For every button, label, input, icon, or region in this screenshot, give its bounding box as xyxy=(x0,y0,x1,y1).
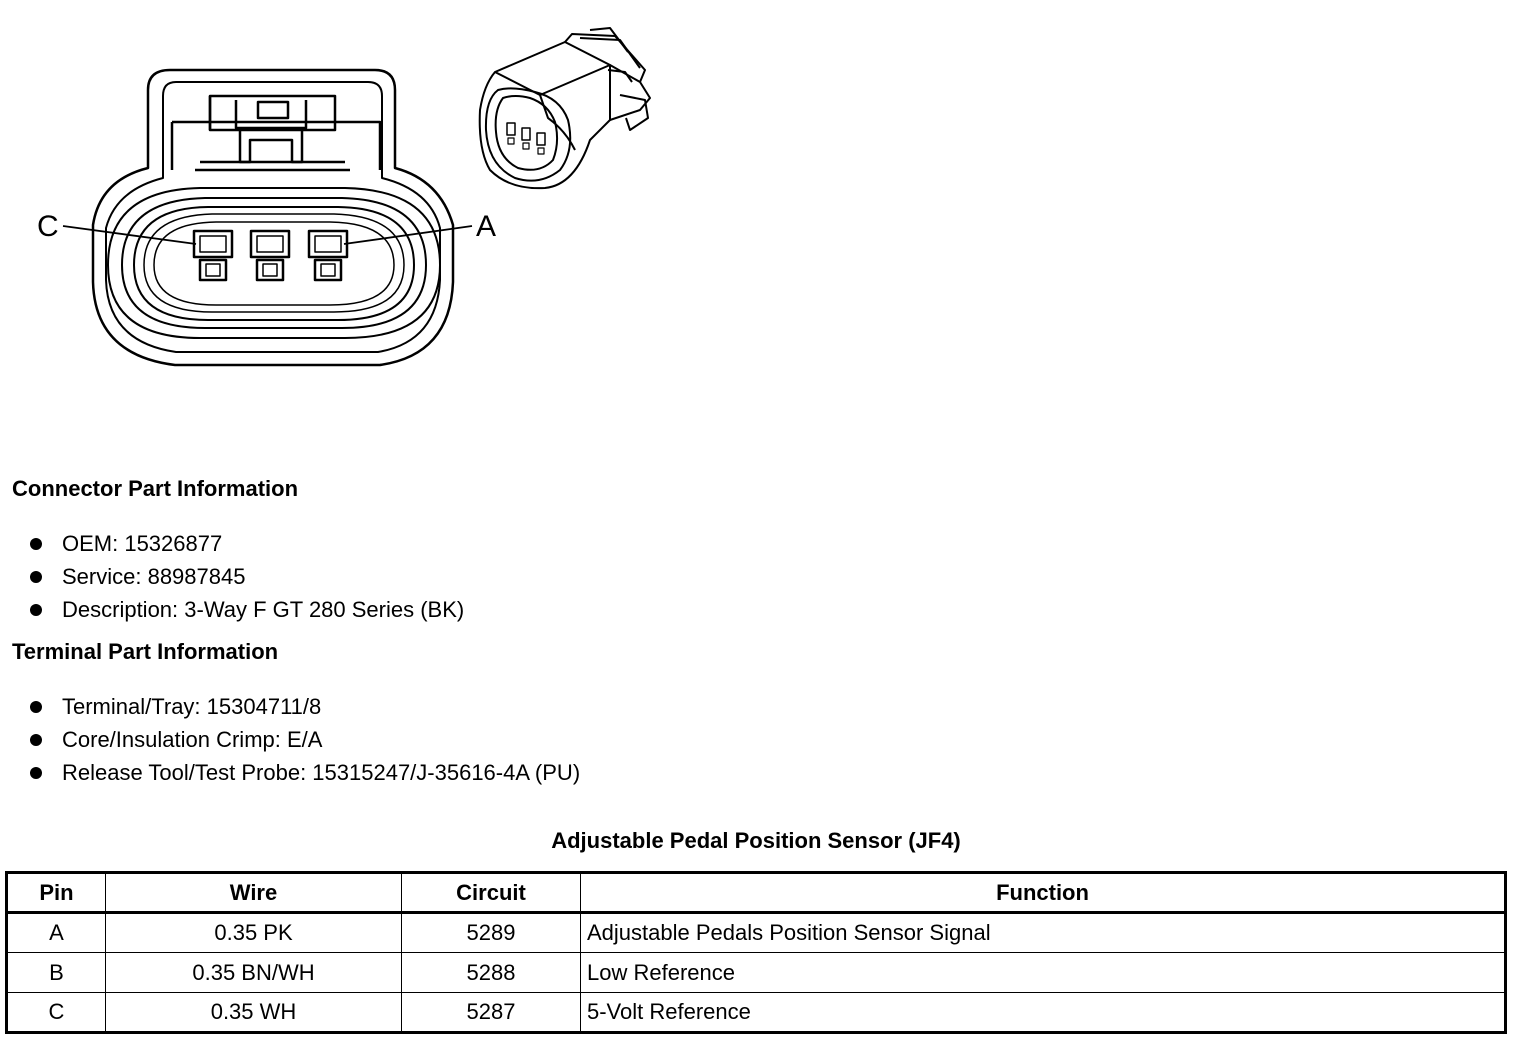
pin-label-a: A xyxy=(476,210,497,243)
list-item: Terminal/Tray: 15304711/8 xyxy=(28,690,580,723)
list-item: Release Tool/Test Probe: 15315247/J-35616-4A (PU) xyxy=(28,756,580,789)
cavity-c xyxy=(194,231,232,280)
table-row xyxy=(7,953,1506,993)
cell-pin: A xyxy=(7,913,106,953)
cell-function: 5-Volt Reference xyxy=(581,993,1506,1033)
table-header-row xyxy=(7,873,1506,913)
cell-pin: B xyxy=(7,953,106,993)
cavity-b xyxy=(251,231,289,280)
list-item: Description: 3-Way F GT 280 Series (BK) xyxy=(28,593,464,626)
header-circuit: Circuit xyxy=(402,873,581,913)
cell-wire: 0.35 BN/WH xyxy=(106,953,402,993)
connector-part-info-list xyxy=(28,527,464,626)
cavity-a xyxy=(309,231,347,280)
list-item: Service: 88987845 xyxy=(28,560,464,593)
pin-label-c: C xyxy=(37,210,59,243)
terminal-part-info-list xyxy=(28,690,580,789)
cell-function: Low Reference xyxy=(581,953,1506,993)
table-row xyxy=(7,993,1506,1033)
cell-circuit: 5289 xyxy=(402,913,581,953)
cell-pin: C xyxy=(7,993,106,1033)
header-wire: Wire xyxy=(106,873,402,913)
header-pin: Pin xyxy=(7,873,106,913)
pinout-table xyxy=(5,871,1507,1034)
list-item: OEM: 15326877 xyxy=(28,527,464,560)
table-title: Adjustable Pedal Position Sensor (JF4) xyxy=(551,828,961,853)
table-row xyxy=(7,913,1506,953)
cell-circuit: 5287 xyxy=(402,993,581,1033)
cell-wire: 0.35 PK xyxy=(106,913,402,953)
cell-wire: 0.35 WH xyxy=(106,993,402,1033)
connector-face-diagram xyxy=(0,0,700,400)
connector-part-info-heading: Connector Part Information xyxy=(12,476,299,501)
terminal-part-info-heading: Terminal Part Information xyxy=(12,639,279,664)
list-item: Core/Insulation Crimp: E/A xyxy=(28,723,580,756)
cell-circuit: 5288 xyxy=(402,953,581,993)
connector-isometric-view xyxy=(480,28,650,188)
header-function: Function xyxy=(581,873,1506,913)
cell-function: Adjustable Pedals Position Sensor Signal xyxy=(581,913,1506,953)
